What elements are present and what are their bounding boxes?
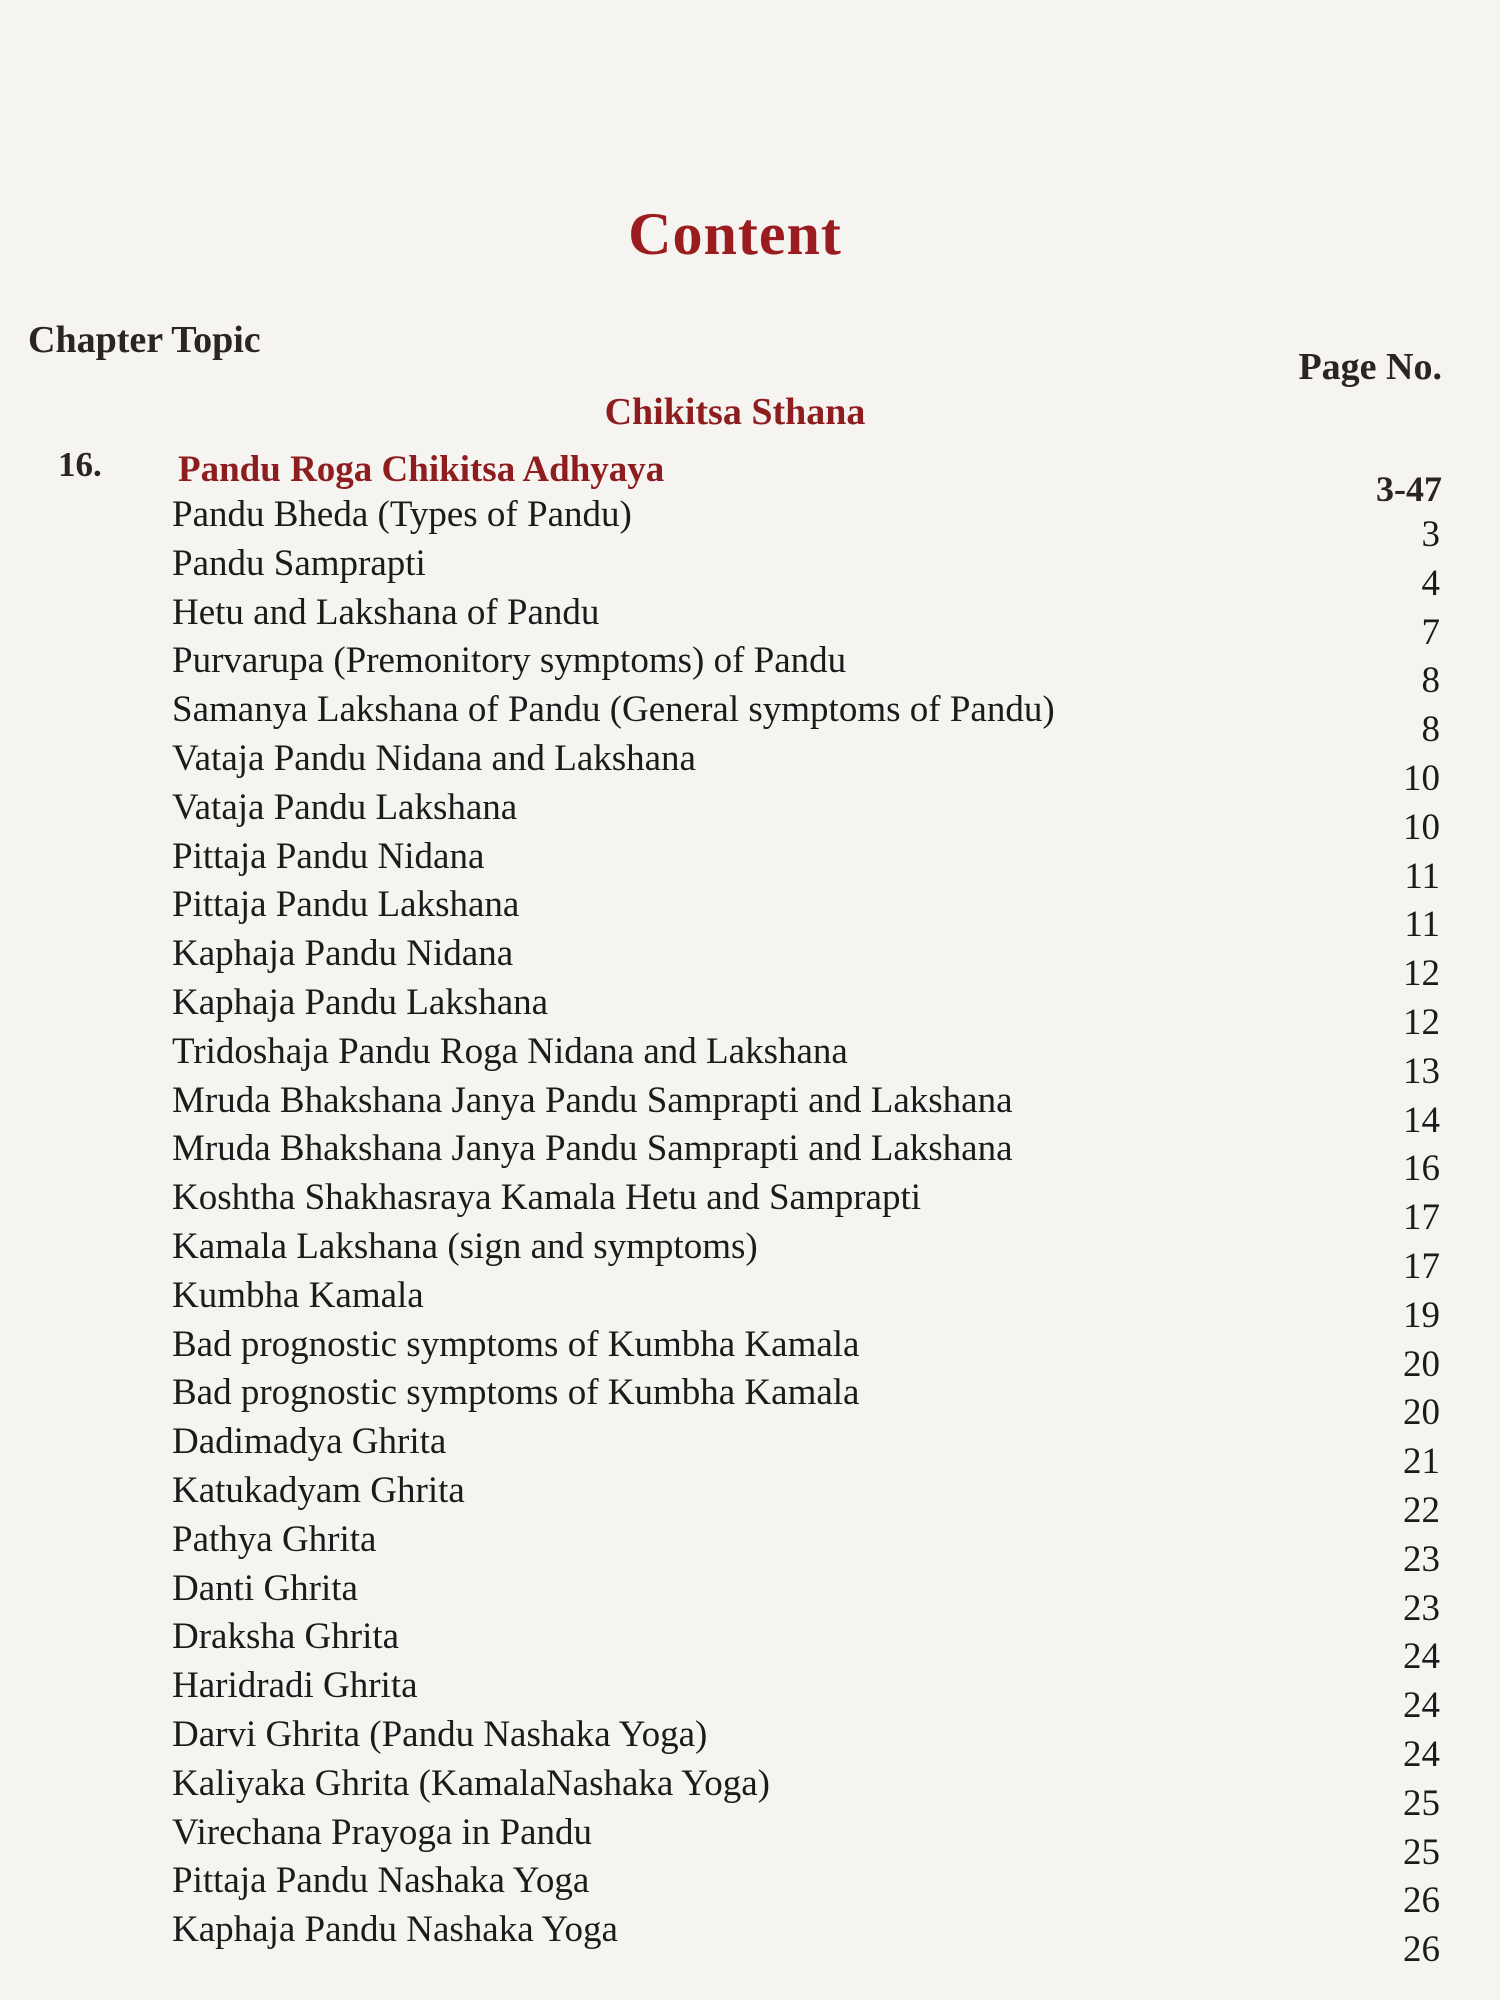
toc-entry-page-number: 25	[1403, 1832, 1440, 1873]
toc-entry-page-number: 21	[1403, 1441, 1440, 1482]
toc-entry-topic: Koshtha Shakhasraya Kamala Hetu and Samprapti	[172, 1177, 922, 1218]
toc-entry-topic: Kaliyaka Ghrita (KamalaNashaka Yoga)	[172, 1763, 770, 1804]
toc-entry-page-number: 17	[1403, 1197, 1440, 1238]
column-header-page-no: Page No.	[1298, 346, 1442, 388]
toc-entry-page-number: 10	[1403, 758, 1440, 799]
toc-entry-topic: Kumbha Kamala	[172, 1275, 424, 1316]
toc-entry-page-number: 17	[1403, 1246, 1440, 1287]
toc-entry-page-number: 20	[1403, 1344, 1440, 1385]
toc-entry-topic: Kaphaja Pandu Lakshana	[172, 982, 549, 1023]
chapter-number: 16.	[58, 445, 102, 484]
toc-entry-page-number: 8	[1421, 660, 1440, 701]
toc-entry-page-number: 3	[1421, 514, 1440, 555]
toc-entry-page-number: 26	[1403, 1880, 1440, 1921]
toc-entry-page-number: 24	[1403, 1636, 1440, 1677]
toc-entry-page-number: 13	[1403, 1051, 1440, 1092]
toc-entry-page-number: 19	[1403, 1295, 1440, 1336]
toc-entry-page-number: 7	[1421, 612, 1440, 653]
column-header-chapter-topic: Chapter Topic	[28, 319, 261, 361]
toc-entry-topic: Pittaja Pandu Nidana	[172, 836, 485, 877]
toc-entry-topic: Vataja Pandu Lakshana	[172, 787, 518, 828]
toc-entry-topic: Bad prognostic symptoms of Kumbha Kamala	[172, 1372, 860, 1413]
toc-entry-topic: Mruda Bhakshana Janya Pandu Samprapti and Lakshana	[172, 1080, 1013, 1121]
toc-entry-page-number: 4	[1421, 563, 1440, 604]
toc-entry-topic: Haridradi Ghrita	[172, 1665, 418, 1706]
toc-entry-page-number: 8	[1421, 709, 1440, 750]
toc-entry-topic: Darvi Ghrita (Pandu Nashaka Yoga)	[172, 1714, 708, 1755]
toc-entry-page-number: 16	[1403, 1148, 1440, 1189]
toc-entry-topic: Bad prognostic symptoms of Kumbha Kamala	[172, 1324, 860, 1365]
toc-entry-topic: Pandu Bheda (Types of Pandu)	[172, 494, 632, 535]
toc-entry-page-number: 11	[1404, 856, 1440, 897]
toc-entry-topic: Samanya Lakshana of Pandu (General symptoms of Pandu)	[172, 689, 1055, 730]
toc-entry-topic: Tridoshaja Pandu Roga Nidana and Lakshana	[172, 1031, 848, 1072]
toc-entry-page-number: 10	[1403, 807, 1440, 848]
toc-entry-topic: Kamala Lakshana (sign and symptoms)	[172, 1226, 758, 1267]
toc-entry-page-number: 20	[1403, 1392, 1440, 1433]
toc-entry-topic: Draksha Ghrita	[172, 1616, 400, 1657]
toc-entry-topic: Mruda Bhakshana Janya Pandu Samprapti and Lakshana	[172, 1128, 1013, 1169]
toc-entry-topic: Danti Ghrita	[172, 1568, 358, 1609]
toc-entry-page-number: 14	[1403, 1100, 1440, 1141]
toc-entry-page-number: 26	[1403, 1929, 1440, 1970]
toc-entry-page-number: 12	[1403, 953, 1440, 994]
toc-entry-page-number: 24	[1403, 1734, 1440, 1775]
toc-entry-topic: Purvarupa (Premonitory symptoms) of Pandu	[172, 640, 847, 681]
page-title: Content	[628, 201, 842, 267]
toc-entry-topic: Virechana Prayoga in Pandu	[172, 1812, 593, 1853]
toc-entry-topic: Hetu and Lakshana of Pandu	[172, 592, 600, 633]
toc-entry-page-number: 12	[1403, 1002, 1440, 1043]
toc-entry-topic: Vataja Pandu Nidana and Lakshana	[172, 738, 696, 779]
toc-entry-topic: Pittaja Pandu Lakshana	[172, 884, 520, 925]
toc-entry-topic: Pathya Ghrita	[172, 1519, 377, 1560]
chapter-page-range: 3-47	[1376, 469, 1442, 509]
toc-entry-page-number: 23	[1403, 1588, 1440, 1629]
chapter-title: Pandu Roga Chikitsa Adhyaya	[178, 449, 665, 490]
toc-entry-page-number: 22	[1403, 1490, 1440, 1531]
toc-entry-page-number: 25	[1403, 1783, 1440, 1824]
toc-entry-topic: Pittaja Pandu Nashaka Yoga	[172, 1860, 590, 1901]
toc-entry-page-number: 23	[1403, 1539, 1440, 1580]
toc-entry-topic: Katukadyam Ghrita	[172, 1470, 465, 1511]
toc-entry-page-number: 24	[1403, 1685, 1440, 1726]
toc-entry-topic: Kaphaja Pandu Nashaka Yoga	[172, 1909, 618, 1950]
toc-entry-topic: Kaphaja Pandu Nidana	[172, 933, 514, 974]
toc-entry-topic: Dadimadya Ghrita	[172, 1421, 447, 1462]
section-heading: Chikitsa Sthana	[604, 391, 866, 433]
toc-entry-topic: Pandu Samprapti	[172, 543, 426, 584]
toc-entry-page-number: 11	[1404, 904, 1440, 945]
